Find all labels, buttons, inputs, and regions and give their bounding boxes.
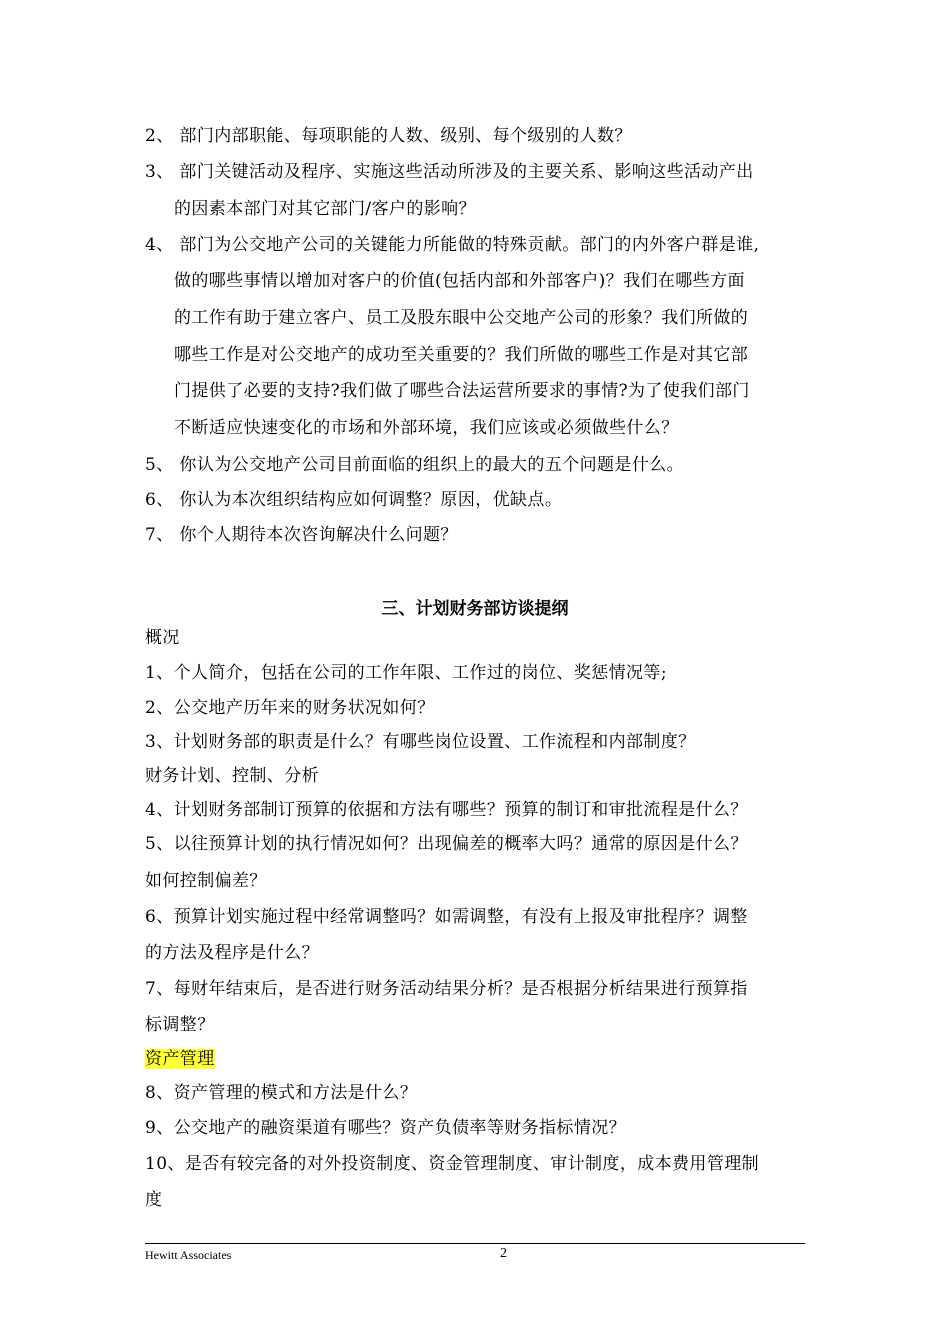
finance-question-6: 6、预算计划实施过程中经常调整吗？如需调整，有没有上报及审批程序？调整 [145, 907, 748, 927]
subheading-finance-planning: 财务计划、控制、分析 [145, 766, 319, 786]
finance-question-10: 10、是否有较完备的对外投资制度、资金管理制度、审计制度，成本费用管理制 [145, 1154, 760, 1174]
question-7: 7、 你个人期待本次咨询解决什么问题？ [145, 525, 458, 545]
finance-question-3: 3、计划财务部的职责是什么？有哪些岗位设置、工作流程和内部制度？ [145, 732, 696, 752]
finance-question-6-cont: 的方法及程序是什么？ [145, 943, 319, 963]
question-5: 5、 你认为公交地产公司目前面临的组织上的最大的五个问题是什么。 [145, 455, 685, 475]
question-6: 6、 你认为本次组织结构应如何调整？原因，优缺点。 [145, 490, 563, 510]
question-4-cont-3: 哪些工作是对公交地产的成功至关重要的？我们所做的哪些工作是对其它部 [174, 345, 749, 365]
question-4-cont-5: 不断适应快速变化的市场和外部环境，我们应该或必须做些什么？ [174, 418, 679, 438]
finance-question-1: 1、个人简介，包括在公司的工作年限、工作过的岗位、奖惩情况等; [145, 663, 667, 683]
finance-question-5-cont: 如何控制偏差？ [145, 871, 267, 891]
question-3-cont: 的因素本部门对其它部门/客户的影响？ [174, 199, 476, 219]
question-4-cont-2: 的工作有助于建立客户、员工及股东眼中公交地产公司的形象？我们所做的 [174, 308, 749, 328]
finance-question-7-cont: 标调整？ [145, 1015, 215, 1035]
section-heading: 三、计划财务部访谈提纲 [381, 599, 569, 619]
question-4-cont-1: 做的哪些事情以增加对客户的价值(包括内部和外部客户)？我们在哪些方面 [174, 271, 745, 291]
finance-question-2: 2、公交地产历年来的财务状况如何？ [145, 698, 435, 718]
finance-question-9: 9、公交地产的融资渠道有哪些？资产负债率等财务指标情况？ [145, 1118, 627, 1138]
footer-company: Hewitt Associates [145, 1248, 232, 1262]
page-number: 2 [500, 1246, 507, 1261]
finance-question-8: 8、资产管理的模式和方法是什么？ [145, 1083, 418, 1103]
question-2: 2、 部门内部职能、每项职能的人数、级别、每个级别的人数？ [145, 126, 632, 146]
question-3: 3、 部门关键活动及程序、实施这些活动所涉及的主要关系、影响这些活动产出 [145, 162, 754, 182]
question-4: 4、 部门为公交地产公司的关键能力所能做的特殊贡献。部门的内外客户群是谁, [145, 235, 760, 255]
footer-divider [145, 1243, 805, 1244]
finance-question-4: 4、计划财务部制订预算的依据和方法有哪些？预算的制订和审批流程是什么？ [145, 800, 748, 820]
subheading-asset-management: 资产管理 [145, 1049, 215, 1069]
finance-question-7: 7、每财年结束后，是否进行财务活动结果分析？是否根据分析结果进行预算指 [145, 979, 748, 999]
finance-question-5: 5、以往预算计划的执行情况如何？出现偏差的概率大吗？通常的原因是什么？ [145, 834, 748, 854]
finance-question-10-cont: 度 [145, 1190, 163, 1210]
subheading-overview: 概况 [145, 628, 180, 648]
question-4-cont-4: 门提供了必要的支持?我们做了哪些合法运营所要求的事情?为了使我们部门 [174, 381, 750, 401]
